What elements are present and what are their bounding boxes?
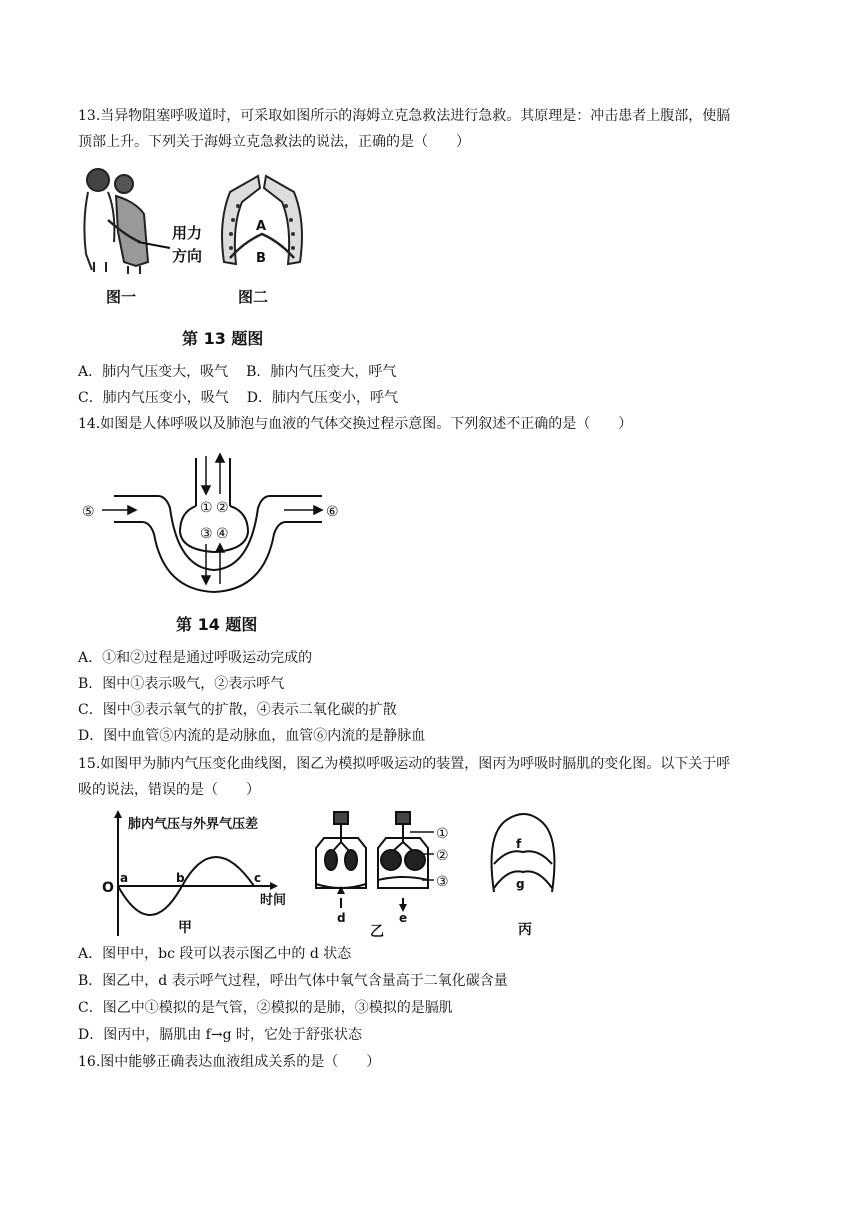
label-g: g <box>516 877 525 891</box>
label-yi: 乙 <box>370 924 384 940</box>
label-jia: 甲 <box>178 920 192 936</box>
num-3: ③ <box>200 526 213 542</box>
arrow-label-2: 方向 <box>172 247 203 265</box>
jar-num-3: ③ <box>436 874 449 890</box>
num-4: ④ <box>216 526 229 542</box>
q13-stem-line2: 顶部上升。下列关于海姆立克急救法的说法，正确的是（ ） <box>78 134 470 150</box>
q15-stem-line1: 15.如图甲为肺内气压变化曲线图，图乙为模拟呼吸运动的装置，图丙为呼吸时膈肌的变化图。以下关于呼 <box>78 756 731 772</box>
point-b: b <box>176 871 185 885</box>
q16-stem: 16.图中能够正确表达血液组成关系的是（ ） <box>78 1054 381 1070</box>
q14-figure <box>78 448 358 638</box>
q14-figure-caption: 第 14 题图 <box>176 615 258 634</box>
num-5: ⑤ <box>82 504 95 520</box>
q14-option-d[interactable]: D．图中血管⑤内流的是动脉血，血管⑥内流的是静脉血 <box>78 728 426 744</box>
point-a: a <box>120 871 129 885</box>
q13-stem-line1: 13.当异物阻塞呼吸道时，可采取如图所示的海姆立克急救法进行急救。其原理是：冲击患者上腹部，使膈 <box>78 108 731 124</box>
origin-label: O <box>102 880 114 896</box>
q13-option-c[interactable]: C．肺内气压变小，吸气 <box>78 390 229 406</box>
num-2: ② <box>216 500 229 516</box>
q14-stem: 14.如图是人体呼吸以及肺泡与血液的气体交换过程示意图。下列叙述不正确的是（ ） <box>78 416 633 432</box>
label-b: B <box>256 251 266 266</box>
q13-figure <box>78 162 328 358</box>
q13-options-row1 <box>78 362 396 382</box>
bell-jar-models <box>316 812 434 908</box>
q15-stem-line2: 吸的说法，错误的是（ ） <box>78 782 260 798</box>
fig2-label: 图二 <box>238 288 269 306</box>
q15-option-d[interactable]: D．图丙中，膈肌由 f→g 时，它处于舒张状态 <box>78 1027 362 1043</box>
q15-option-c[interactable]: C．图乙中①模拟的是气管，②模拟的是肺，③模拟的是膈肌 <box>78 1000 453 1016</box>
fig1-label: 图一 <box>106 288 137 306</box>
arrow-label-1: 用力 <box>172 224 203 242</box>
q14-option-a[interactable]: A．①和②过程是通过呼吸运动完成的 <box>78 650 313 666</box>
jar-num-1: ① <box>436 826 449 842</box>
q14-option-b[interactable]: B．图中①表示吸气，②表示呼气 <box>78 676 285 692</box>
alveolus-diagram <box>114 458 322 592</box>
label-a: A <box>256 219 267 234</box>
y-axis-label: 肺内气压与外界气压差 <box>128 817 259 832</box>
q15-figure <box>78 808 578 940</box>
q15-option-a[interactable]: A．图甲中，bc 段可以表示图乙中的 d 状态 <box>78 946 352 962</box>
x-axis-label: 时间 <box>260 893 287 908</box>
label-bing: 丙 <box>518 922 532 938</box>
flow-arrows <box>102 454 322 584</box>
label-f: f <box>516 837 522 851</box>
jar-num-2: ② <box>436 848 449 864</box>
q13-options-row2 <box>78 388 398 408</box>
heimlich-illustration <box>84 169 148 274</box>
num-6: ⑥ <box>326 504 339 520</box>
label-e: e <box>399 911 408 925</box>
q15-option-b[interactable]: B．图乙中，d 表示呼气过程，呼出气体中氧气含量高于二氧化碳含量 <box>78 973 508 989</box>
q13-option-b[interactable]: B．肺内气压变大，呼气 <box>246 364 397 380</box>
q14-option-c[interactable]: C．图中③表示氧气的扩散，④表示二氧化碳的扩散 <box>78 702 397 718</box>
q13-option-d[interactable]: D．肺内气压变小，呼气 <box>246 390 398 406</box>
q13-option-a[interactable]: A．肺内气压变大，吸气 <box>78 364 229 380</box>
point-c: c <box>254 871 262 885</box>
label-d: d <box>337 911 346 925</box>
q13-figure-caption: 第 13 题图 <box>182 329 264 348</box>
num-1: ① <box>200 500 213 516</box>
